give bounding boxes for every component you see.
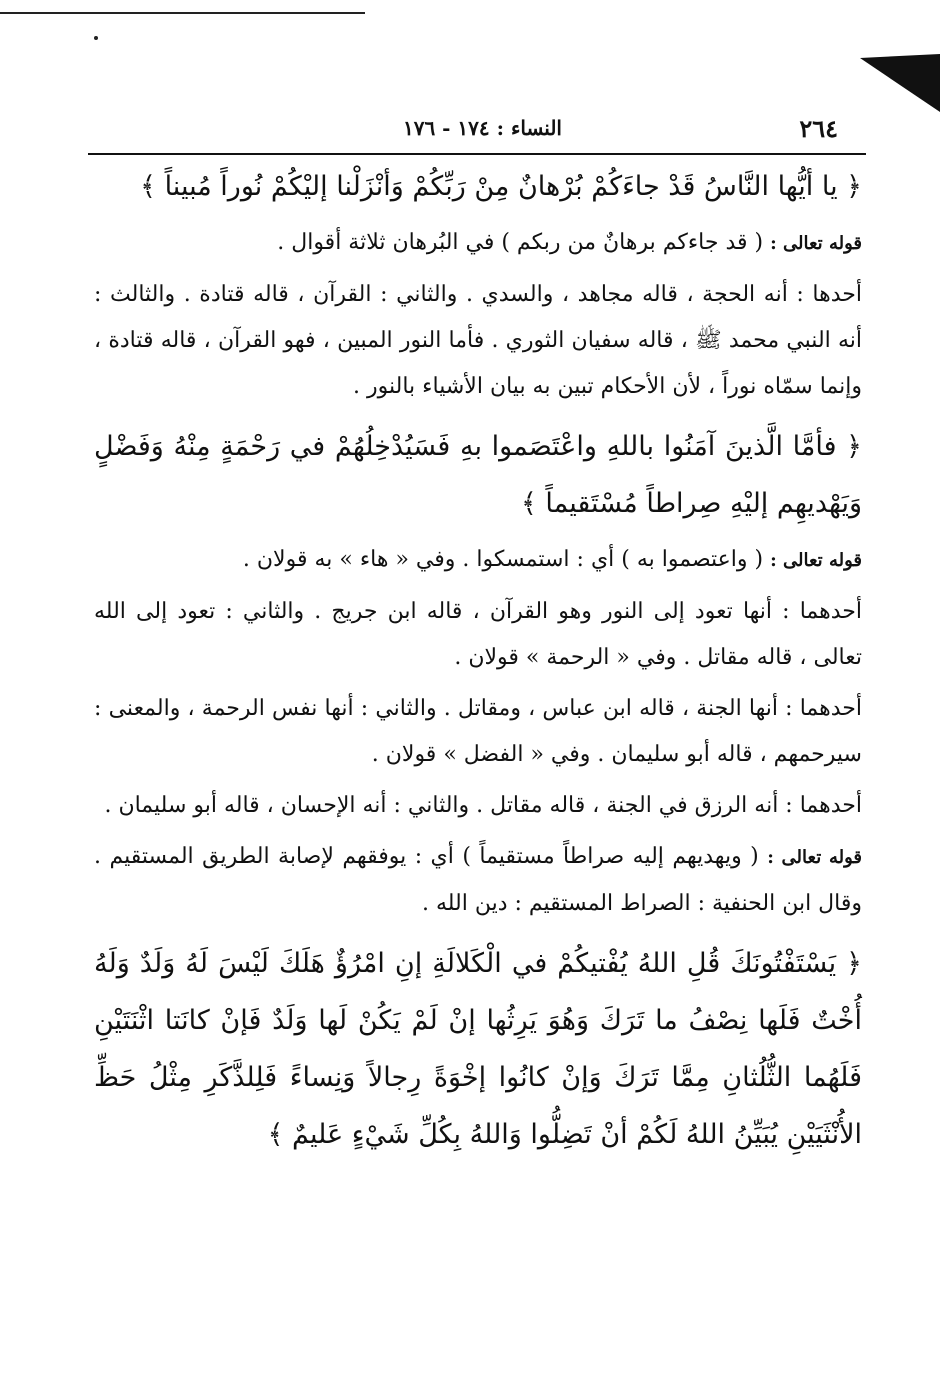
page-body	[94, 158, 862, 1163]
commentary-paragraph: أحدهما : أنه الرزق في الجنة ، قاله مقاتل . والثاني : أنه الإحسان ، قاله أبو سليمان .	[104, 793, 862, 818]
commentary-paragraph: أحدهما : أنها تعود إلى النور وهو القرآن ، قاله ابن جريج . والثاني : تعود إلى الله تعالى ، قاله مقاتل . وفي « الرحمة » قولان .	[94, 599, 862, 670]
quran-verse-174: ﴿ يا أيُّها النَّاسُ قَدْ جاءَكُمْ بُرْهانٌ مِنْ رَبِّكُمْ وَأنْزَلْنا إليْكُمْ نُوراً مُبيناً ﴾	[140, 171, 862, 202]
running-head: النساء : ١٧٤ - ١٧٦	[402, 116, 562, 140]
page-number: ٢٦٤	[799, 114, 838, 143]
page-header	[88, 112, 862, 152]
lead-phrase: قوله تعالى :	[767, 847, 862, 868]
page-corner-tab	[860, 54, 940, 114]
lead-phrase: قوله تعالى :	[770, 233, 862, 254]
header-rule	[88, 153, 866, 155]
lead-phrase: قوله تعالى :	[770, 550, 862, 571]
commentary-paragraph: أحدهما : أنها الجنة ، قاله ابن عباس ، ومقاتل . والثاني : أنها نفس الرحمة ، والمعنى : سيرحمهم ، قاله أبو سليمان . وفي « الفضل » قولان .	[94, 696, 862, 767]
quran-verse-175: ﴿ فأمَّا الَّذينَ آمَنُوا باللهِ واعْتَصَموا بهِ فَسَيُدْخِلُهُمْ في رَحْمَةٍ مِنْهُ وَفَضْلٍ وَيَهْديهِم إليْهِ صِراطاً مُسْتَقيماً ﴾	[94, 431, 862, 519]
scan-speck	[94, 36, 98, 40]
paragraph-text: ( قد جاءكم برهانٌ من ربكم ) في البُرهان ثلاثة أقوال .	[277, 230, 764, 255]
scan-edge-line	[0, 12, 365, 14]
commentary-paragraph: أحدها : أنه الحجة ، قاله مجاهد ، والسدي . والثاني : القرآن ، قاله قتادة . والثالث : أنه النبي محمد ﷺ ، قاله سفيان الثوري . فأما النور المبين ، فهو القرآن ، قاله قتادة ، وإنما سمّاه نوراً ، لأن الأحكام تبين به بيان الأشياء بالنور .	[94, 282, 862, 399]
commentary-paragraph	[94, 834, 862, 927]
commentary-paragraph	[94, 220, 862, 267]
paragraph-text: ( ويهديهم إليه صراطاً مستقيماً ) أي : يوفقهم لإصابة الطريق المستقيم . وقال ابن الحنفية : الصراط المستقيم : دين الله .	[94, 844, 862, 916]
paragraph-text: ( واعتصموا به ) أي : استمسكوا . وفي « هاء » به قولان .	[242, 547, 764, 572]
commentary-paragraph	[94, 537, 862, 584]
quran-verse-176: ﴿ يَسْتَفْتُونَكَ قُلِ اللهُ يُفْتيكُمْ في الْكَلالَةِ إنِ امْرُؤٌ هَلَكَ لَيْسَ لَهُ وَلَدٌ وَلَهُ أُخْتٌ فَلَها نِصْفُ ما تَرَكَ وَهُوَ يَرِثُها إنْ لَمْ يَكُنْ لَها وَلَدٌ فَإنْ كانَتا اثْنَتَيْنِ فَلَهُما الثُّلُثانِ مِمَّا تَرَكَ وَإنْ كانُوا إخْوَةً رِجالاً وَنِساءً فَلِلذَّكَرِ مِثْلُ حَظِّ الأُنْثَيَيْنِ يُبَيِّنُ اللهُ لَكُمْ أنْ تَضِلُّوا وَاللهُ بِكُلِّ شَيْءٍ عَليمٌ ﴾	[94, 948, 862, 1150]
